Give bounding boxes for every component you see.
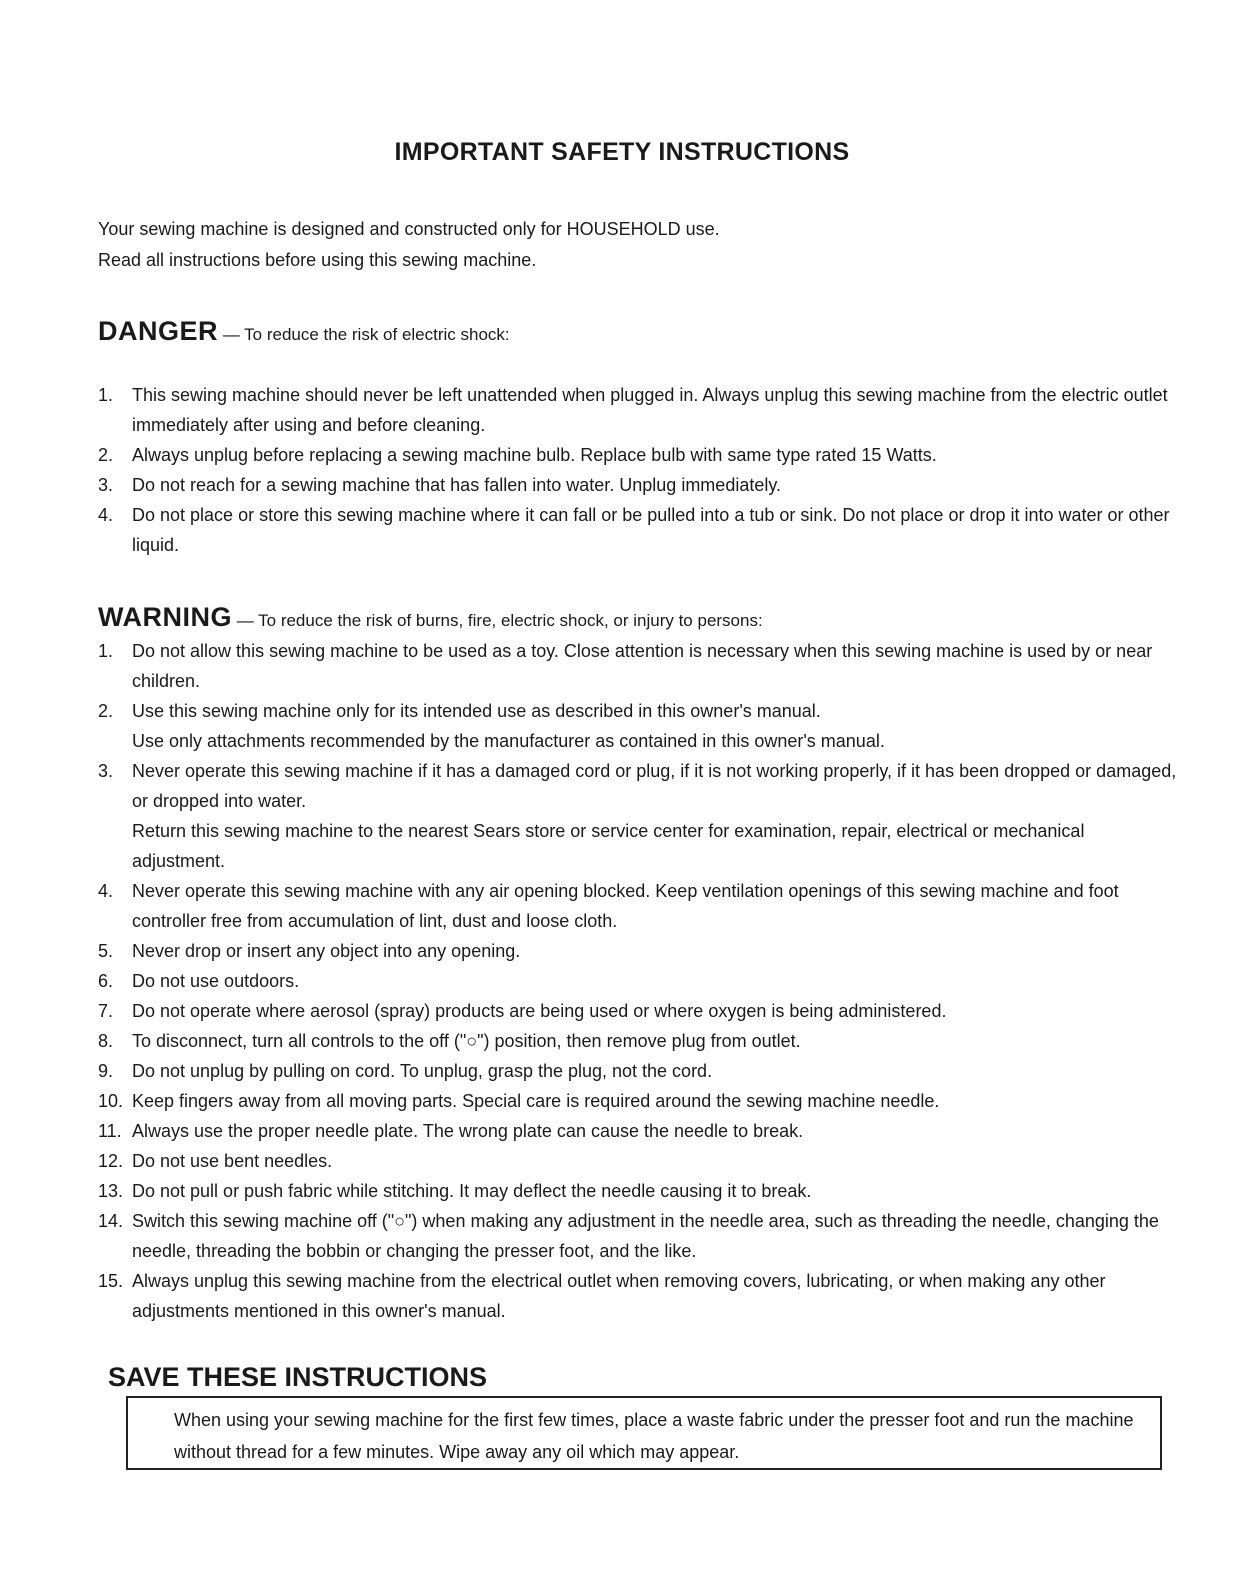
list-item <box>98 1116 1180 1146</box>
list-item <box>98 1056 1180 1086</box>
list-item <box>98 756 1180 876</box>
item-number: 5. <box>98 941 114 961</box>
list-item <box>98 470 1180 500</box>
intro-text <box>98 214 720 276</box>
list-item <box>98 380 1180 440</box>
item-text: Do not pull or push fabric while stitching. It may deflect the needle causing it to break. <box>132 1181 812 1201</box>
item-number: 9. <box>98 1061 114 1081</box>
item-number: 3. <box>98 475 114 495</box>
item-text-continued: Use only attachments recommended by the manufacturer as contained in this owner's manual. <box>132 731 885 751</box>
list-item <box>98 696 1180 756</box>
item-text: This sewing machine should never be left unattended when plugged in. Always unplug this sewing machine from the electric outlet immediately after using and before cleaning. <box>132 385 1168 435</box>
item-text-continued: Return this sewing machine to the nearest Sears store or service center for examination, repair, electrical or mechanical adjustment. <box>132 821 1085 871</box>
item-text: Do not use outdoors. <box>132 971 300 991</box>
item-text: To disconnect, turn all controls to the off ("○") position, then remove plug from outlet. <box>132 1031 801 1051</box>
item-text: Never operate this sewing machine if it has a damaged cord or plug, if it is not working properly, if it has been dropped or damaged, or dropped into water. <box>132 761 1177 811</box>
item-text: Always use the proper needle plate. The wrong plate can cause the needle to break. <box>132 1121 804 1141</box>
danger-keyword: DANGER <box>98 316 219 346</box>
list-item <box>98 996 1180 1026</box>
item-text: Keep fingers away from all moving parts. Special care is required around the sewing machine needle. <box>132 1091 940 1111</box>
notice-text: When using your sewing machine for the first few times, place a waste fabric under the presser foot and run the machine without thread for a few minutes. Wipe away any oil which may appear. <box>174 1410 1134 1462</box>
item-number: 10. <box>98 1091 124 1111</box>
danger-description: — To reduce the risk of electric shock: <box>218 325 510 344</box>
item-text: Do not operate where aerosol (spray) products are being used or where oxygen is being administered. <box>132 1001 947 1021</box>
list-item <box>98 636 1180 696</box>
item-number: 2. <box>98 701 114 721</box>
page-title: IMPORTANT SAFETY INSTRUCTIONS <box>394 138 850 166</box>
danger-heading <box>98 316 510 347</box>
item-text: Always unplug this sewing machine from the electrical outlet when removing covers, lubricating, or when making any other adjustments mentioned in this owner's manual. <box>132 1271 1106 1321</box>
item-text: Never drop or insert any object into any opening. <box>132 941 521 961</box>
item-text-group <box>132 756 1180 876</box>
notice-box <box>126 1396 1162 1470</box>
list-item <box>98 1146 1180 1176</box>
item-number: 11. <box>98 1121 122 1141</box>
item-text: Always unplug before replacing a sewing machine bulb. Replace bulb with same type rated 15 Watts. <box>132 445 937 465</box>
item-text: Do not unplug by pulling on cord. To unplug, grasp the plug, not the cord. <box>132 1061 713 1081</box>
danger-list <box>98 380 1180 560</box>
list-item <box>98 966 1180 996</box>
list-item <box>98 1176 1180 1206</box>
list-item <box>98 1086 1180 1116</box>
item-text-group <box>132 696 1180 756</box>
item-text: Do not place or store this sewing machine where it can fall or be pulled into a tub or sink. Do not place or drop it into water or other liquid. <box>132 505 1170 555</box>
item-number: 13. <box>98 1181 124 1201</box>
warning-list <box>98 636 1180 1326</box>
item-number: 2. <box>98 445 114 465</box>
list-item <box>98 500 1180 560</box>
warning-description: — To reduce the risk of burns, fire, electric shock, or injury to persons: <box>232 611 763 630</box>
item-number: 14. <box>98 1211 124 1231</box>
warning-heading <box>98 602 763 633</box>
list-item <box>98 1266 1180 1326</box>
list-item <box>98 440 1180 470</box>
intro-line: Your sewing machine is designed and constructed only for HOUSEHOLD use. <box>98 219 720 239</box>
item-number: 6. <box>98 971 114 991</box>
item-text: Use this sewing machine only for its intended use as described in this owner's manual. <box>132 701 821 721</box>
item-text: Do not reach for a sewing machine that has fallen into water. Unplug immediately. <box>132 475 782 495</box>
item-number: 1. <box>98 385 114 405</box>
item-number: 4. <box>98 505 114 525</box>
list-item <box>98 876 1180 936</box>
list-item <box>98 1206 1180 1266</box>
item-number: 8. <box>98 1031 114 1051</box>
item-text: Switch this sewing machine off ("○") when making any adjustment in the needle area, such as threading the needle, changing the needle, threading the bobbin or changing the presser foot, and the like. <box>132 1211 1159 1261</box>
item-text: Do not use bent needles. <box>132 1151 333 1171</box>
item-number: 12. <box>98 1151 124 1171</box>
save-instructions-heading: SAVE THESE INSTRUCTIONS <box>108 1362 488 1392</box>
item-number: 7. <box>98 1001 114 1021</box>
item-number: 3. <box>98 761 114 781</box>
warning-keyword: WARNING <box>98 602 232 632</box>
item-number: 1. <box>98 641 114 661</box>
list-item <box>98 1026 1180 1056</box>
item-number: 4. <box>98 881 114 901</box>
list-item <box>98 936 1180 966</box>
item-text: Do not allow this sewing machine to be used as a toy. Close attention is necessary when this sewing machine is used by or near children. <box>132 641 1153 691</box>
intro-line: Read all instructions before using this sewing machine. <box>98 250 537 270</box>
item-text: Never operate this sewing machine with any air opening blocked. Keep ventilation openings of this sewing machine and foot controller free from accumulation of lint, dust and loose cloth. <box>132 881 1119 931</box>
item-number: 15. <box>98 1271 124 1291</box>
